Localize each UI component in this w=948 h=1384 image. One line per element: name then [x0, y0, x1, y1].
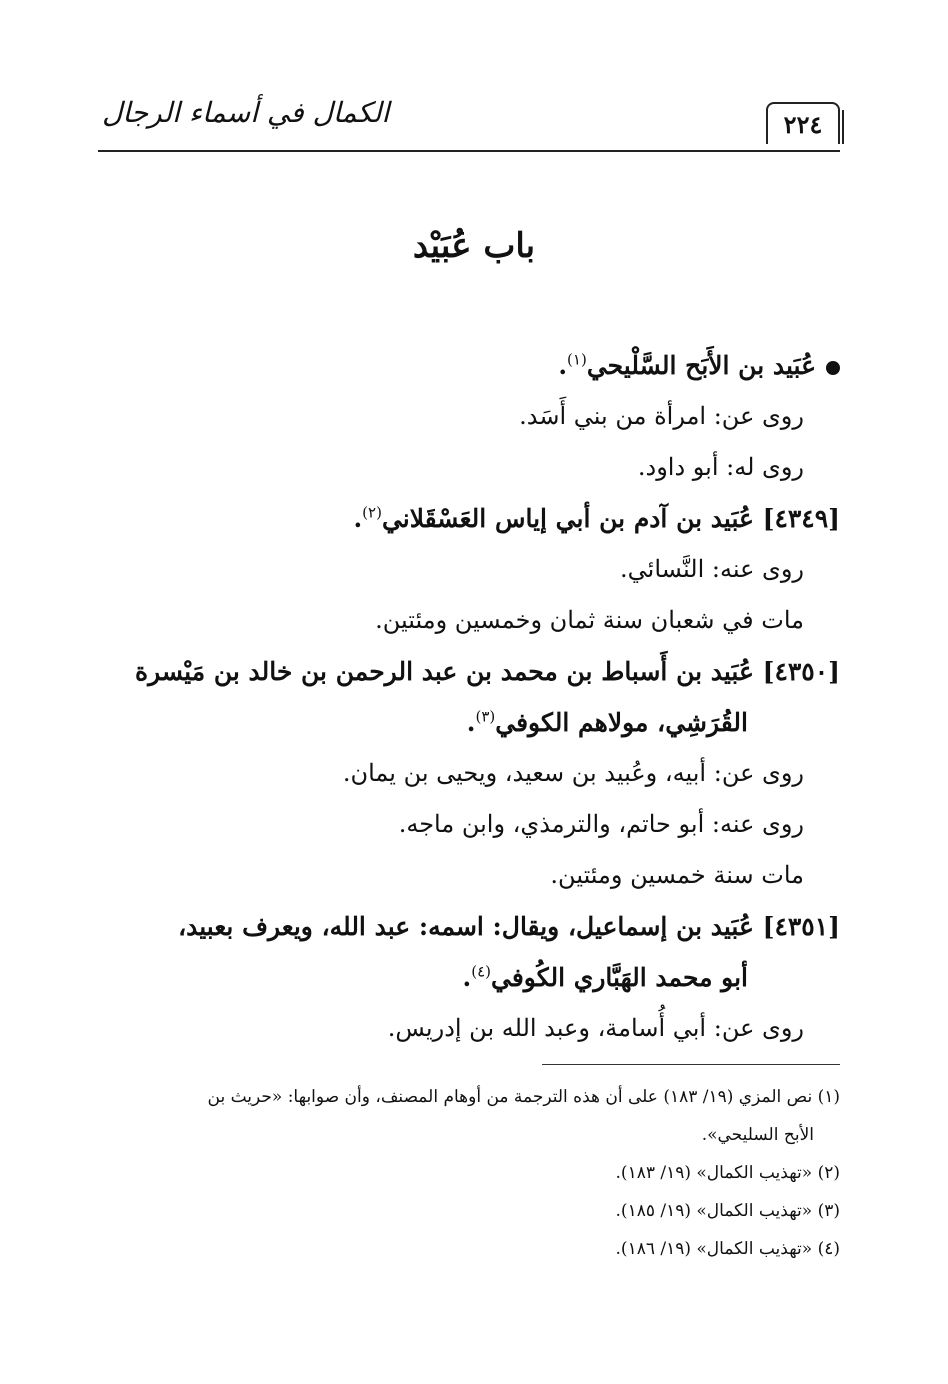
narration-line: مات في شعبان سنة ثمان وخمسين ومئتين. — [375, 606, 804, 634]
header-rule — [98, 150, 840, 152]
narration-line: روى عنه: أبو حاتم، والترمذي، وابن ماجه. — [398, 810, 804, 838]
entry-name: القُرَشِي، مولاهم الكوفي — [495, 708, 748, 737]
running-title: الكمال في أسماء الرجال — [102, 96, 390, 129]
entry-end: . — [353, 504, 363, 533]
entry-heading: [٤٣٥١] عُبَيد بن إسماعيل، ويقال: اسمه: عبد الله، ويعرف بعبيد، — [178, 912, 840, 941]
narration-line: مات سنة خمسين ومئتين. — [550, 861, 804, 889]
main-text — [100, 340, 840, 1054]
footnote: (٤) «تهذيب الكمال» (١٩/ ١٨٦). — [615, 1239, 840, 1259]
footnote-continued: الأبح السليحي». — [701, 1125, 814, 1145]
page-number: ٢٢٤ — [766, 102, 840, 144]
narration-line: روى عنه: النَّسائي. — [620, 555, 804, 583]
entry-name: [٤٣٤٩] عُبَيد بن آدم بن أبي إياس العَسْقَلاني — [381, 504, 840, 533]
footnote-ref: (٢) — [362, 503, 382, 522]
entry-heading-continued — [100, 952, 840, 1003]
entry-heading — [100, 493, 840, 544]
entry-end: . — [462, 963, 472, 992]
footnotes — [92, 1078, 840, 1268]
entry-end: . — [558, 351, 568, 380]
footnote: (٣) «تهذيب الكمال» (١٩/ ١٨٥). — [615, 1201, 840, 1221]
footnote: (١) نص المزي (١٩/ ١٨٣) على أن هذه الترجمة من أوهام المصنف، وأن صوابها: «حريث بن — [207, 1087, 840, 1107]
narration-line: روى عن: أبي أُسامة، وعبد الله بن إدريس. — [387, 1014, 804, 1042]
entry-name: عُبَيد بن الأَبَح السَّلْيحي — [586, 351, 816, 380]
narration-line: روى عن: امرأة من بني أَسَد. — [519, 402, 804, 430]
footnote-ref: (٤) — [471, 962, 491, 981]
entry-name: أبو محمد الهَبَّاري الكُوفي — [491, 963, 748, 992]
running-header — [98, 92, 840, 154]
footnote-rule — [542, 1064, 840, 1065]
narration-line: روى عن: أبيه، وعُبيد بن سعيد، ويحيى بن يمان. — [342, 759, 804, 787]
entry-end: . — [466, 708, 476, 737]
entry-heading-continued — [100, 697, 840, 748]
narration-line: روى له: أبو داود. — [637, 453, 804, 481]
entry-heading — [100, 340, 840, 391]
entry-heading: [٤٣٥٠] عُبَيد بن أَسباط بن محمد بن عبد الرحمن بن خالد بن مَيْسرة — [134, 657, 840, 686]
footnote-ref: (٣) — [475, 707, 496, 726]
chapter-title: باب عُبَيْد — [412, 226, 536, 266]
footnote: (٢) «تهذيب الكمال» (١٩/ ١٨٣). — [615, 1163, 840, 1183]
bullet-icon — [826, 361, 840, 375]
footnote-ref: (١) — [567, 350, 587, 369]
